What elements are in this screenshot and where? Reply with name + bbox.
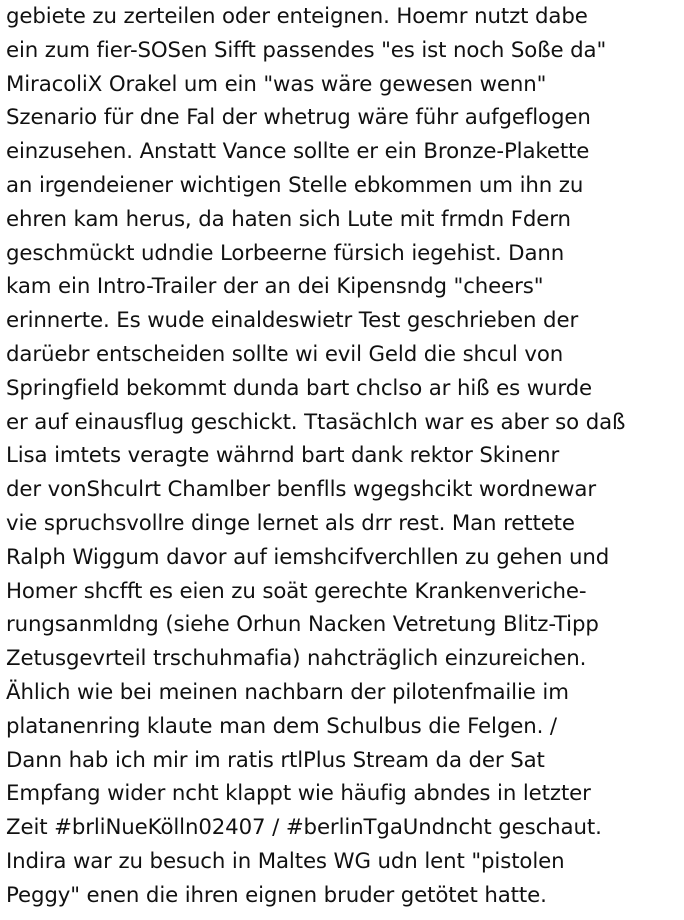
text-line-25: Zeit #brliNueKölln02407 / #berlinTgaUndncht geschaut. — [6, 815, 602, 841]
text-line-13: er auf einausflug geschickt. Ttasächlch war es aber so daß — [6, 409, 626, 435]
text-line-19: rungsanmldng (siehe Orhun Nacken Vetretung Blitz-Tipp — [6, 612, 599, 638]
text-line-17: Ralph Wiggum davor auf iemshcifverchllen zu gehen und — [6, 544, 610, 570]
text-line-20: Zetusgevrteil trschuhmafia) nahcträglich einzureichen. — [6, 646, 587, 672]
text-line-7: ehren kam herus, da haten sich Lute mit frmdn Fdern — [6, 206, 571, 232]
text-line-15: der vonShculrt Chamlber benflls wgegshcikt wordnewar — [6, 477, 597, 503]
text-line-18: Homer shcfft es eien zu soät gerechte Krankenveriche- — [6, 578, 587, 604]
text-line-16: vie spruchsvollre dinge lernet als drr rest. Man rettete — [6, 510, 575, 536]
text-line-9: kam ein Intro-Trailer der an dei Kipensndg "cheers" — [6, 274, 544, 300]
text-line-12: Springfield bekommt dunda bart chclso ar hiß es wurde — [6, 375, 593, 401]
text-line-4: Szenario für dne Fal der whetrug wäre führ aufgeflogen — [6, 105, 591, 131]
text-line-22: platanenring klaute man dem Schulbus die Felgen. / — [6, 713, 557, 739]
text-line-2: ein zum fier-SOSen Sifft passendes "es ist noch Soße da" — [6, 37, 607, 63]
text-line-23: Dann hab ich mir im ratis rtlPlus Stream da der Sat — [6, 747, 545, 773]
text-line-5: einzusehen. Anstatt Vance sollte er ein Bronze-Plakette — [6, 139, 590, 165]
text-line-21: Ählich wie bei meinen nachbarn der pilotenfmailie im — [6, 679, 569, 705]
text-line-10: erinnerte. Es wude einaldeswietr Test geschrieben der — [6, 308, 579, 334]
text-line-6: an irgendeiener wichtigen Stelle ebkommen um ihn zu — [6, 172, 584, 198]
text-line-14: Lisa imtets veragte währnd bart dank rektor Skinenr — [6, 443, 560, 469]
text-line-1: gebiete zu zerteilen oder enteignen. Hoemr nutzt dabe — [6, 4, 588, 29]
text-line-11: darüebr entscheiden sollte wi evil Geld die shcul von — [6, 341, 564, 367]
text-line-8: geschmückt udndie Lorbeerne fürsich iegehist. Dann — [6, 240, 565, 266]
text-line-27: Peggy" enen die ihren eignen bruder getötet hatte. — [6, 882, 547, 908]
text-line-24: Empfang wider ncht klappt wie häufig abndes in letzter — [6, 781, 591, 807]
text-line-3: MiracoliX Orakel um ein "was wäre gewesen wenn" — [6, 71, 547, 97]
body-text — [6, 0, 682, 913]
text-line-26: Indira war zu besuch in Maltes WG udn lent "pistolen — [6, 848, 565, 874]
